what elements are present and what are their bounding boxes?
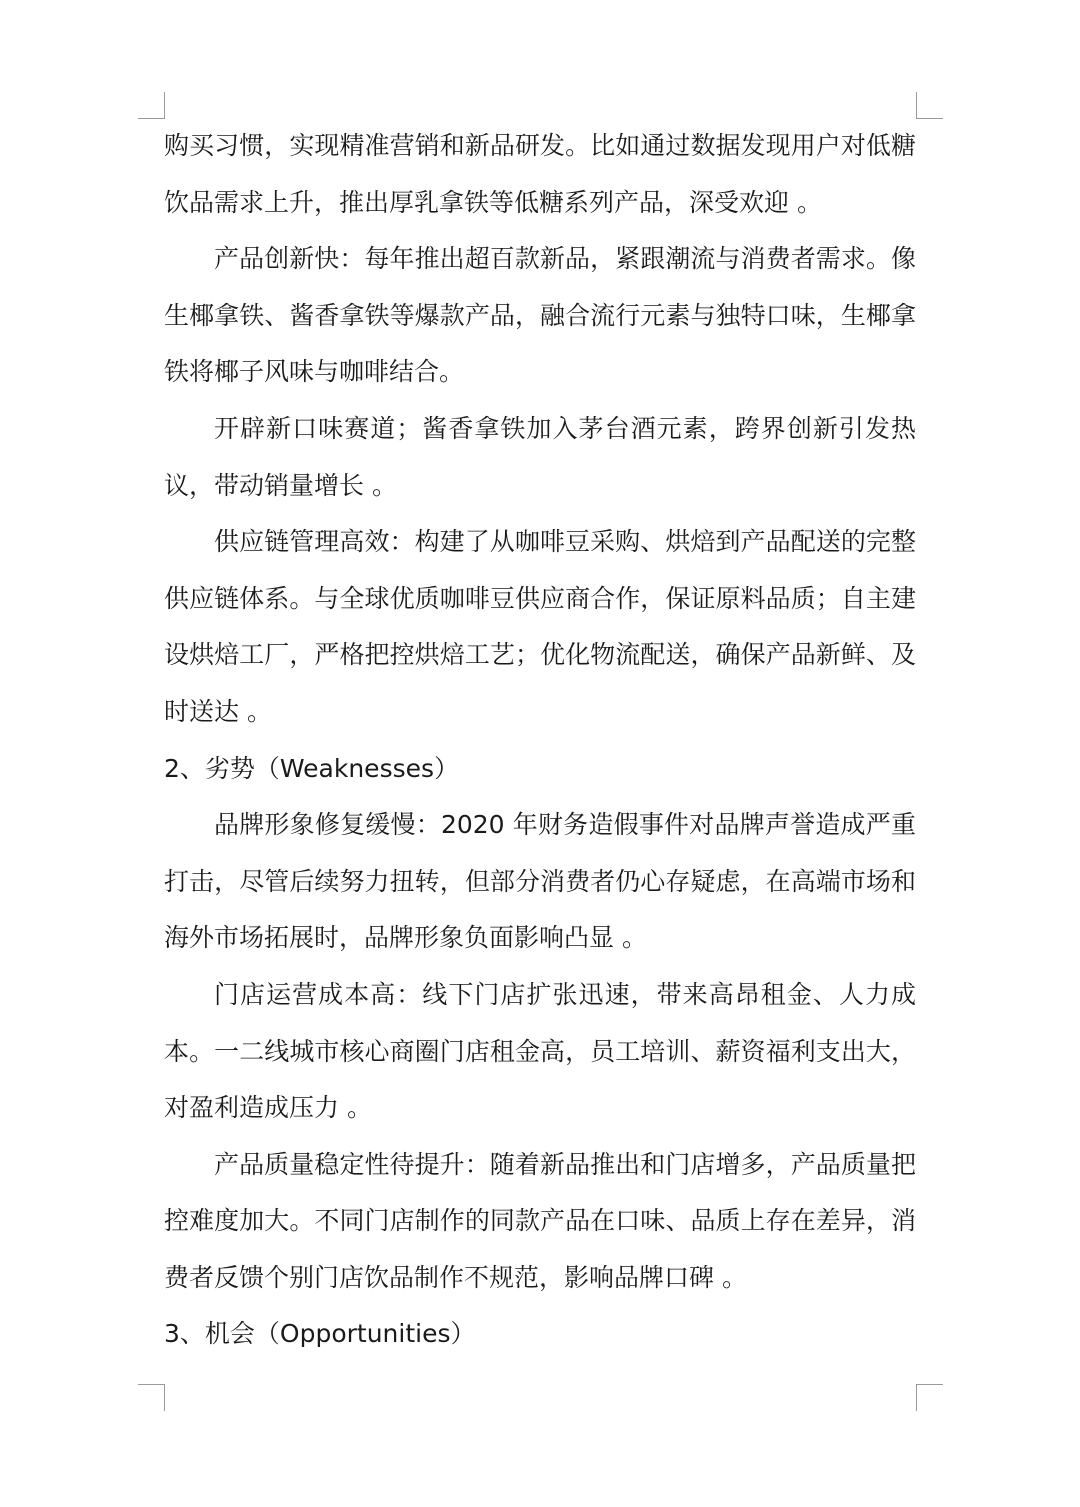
margin-corner-bottom-left — [138, 1384, 165, 1411]
paragraph-continued: 购买习惯，实现精准营销和新品研发。比如通过数据发现用户对低糖饮品需求上升，推出厚乳拿铁等低糖系列产品，深受欢迎 。 — [164, 131, 916, 217]
paragraph-supply-chain: 供应链管理高效：构建了从咖啡豆采购、烘焙到产品配送的完整供应链体系。与全球优质咖啡豆供应商合作，保证原料品质；自主建设烘焙工厂，严格把控烘焙工艺；优化物流配送，确保产品新鲜、及时送达 。 — [164, 527, 916, 726]
document-body — [164, 118, 916, 1363]
paragraph-store-cost: 门店运营成本高：线下门店扩张迅速，带来高昂租金、人力成本。一二线城市核心商圈门店租金高，员工培训、薪资福利支出大，对盈利造成压力 。 — [164, 979, 916, 1123]
paragraph-new-flavor: 开辟新口味赛道；酱香拿铁加入茅台酒元素，跨界创新引发热议，带动销量增长 。 — [164, 413, 916, 500]
paragraph-brand-image: 品牌形象修复缓慢：2020 年财务造假事件对品牌声誉造成严重打击，尽管后续努力扭转，但部分消费者仍心存疑虑，在高端市场和海外市场拓展时，品牌形象负面影响凸显 。 — [164, 810, 916, 953]
paragraph-quality-stability: 产品质量稳定性待提升：随着新品推出和门店增多，产品质量把控难度加大。不同门店制作的同款产品在口味、品质上存在差异，消费者反馈个别门店饮品制作不规范，影响品牌口碑 。 — [164, 1149, 916, 1292]
section-heading-weaknesses: 2、劣势（Weaknesses） — [164, 753, 460, 783]
paragraph-product-innovation: 产品创新快：每年推出超百款新品，紧跟潮流与消费者需求。像生椰拿铁、酱香拿铁等爆款产品，融合流行元素与独特口味，生椰拿铁将椰子风味与咖啡结合。 — [164, 244, 916, 387]
margin-corner-top-right — [916, 92, 943, 119]
margin-corner-top-left — [138, 92, 165, 119]
section-heading-opportunities: 3、机会（Opportunities） — [164, 1319, 476, 1349]
margin-corner-bottom-right — [916, 1384, 943, 1411]
